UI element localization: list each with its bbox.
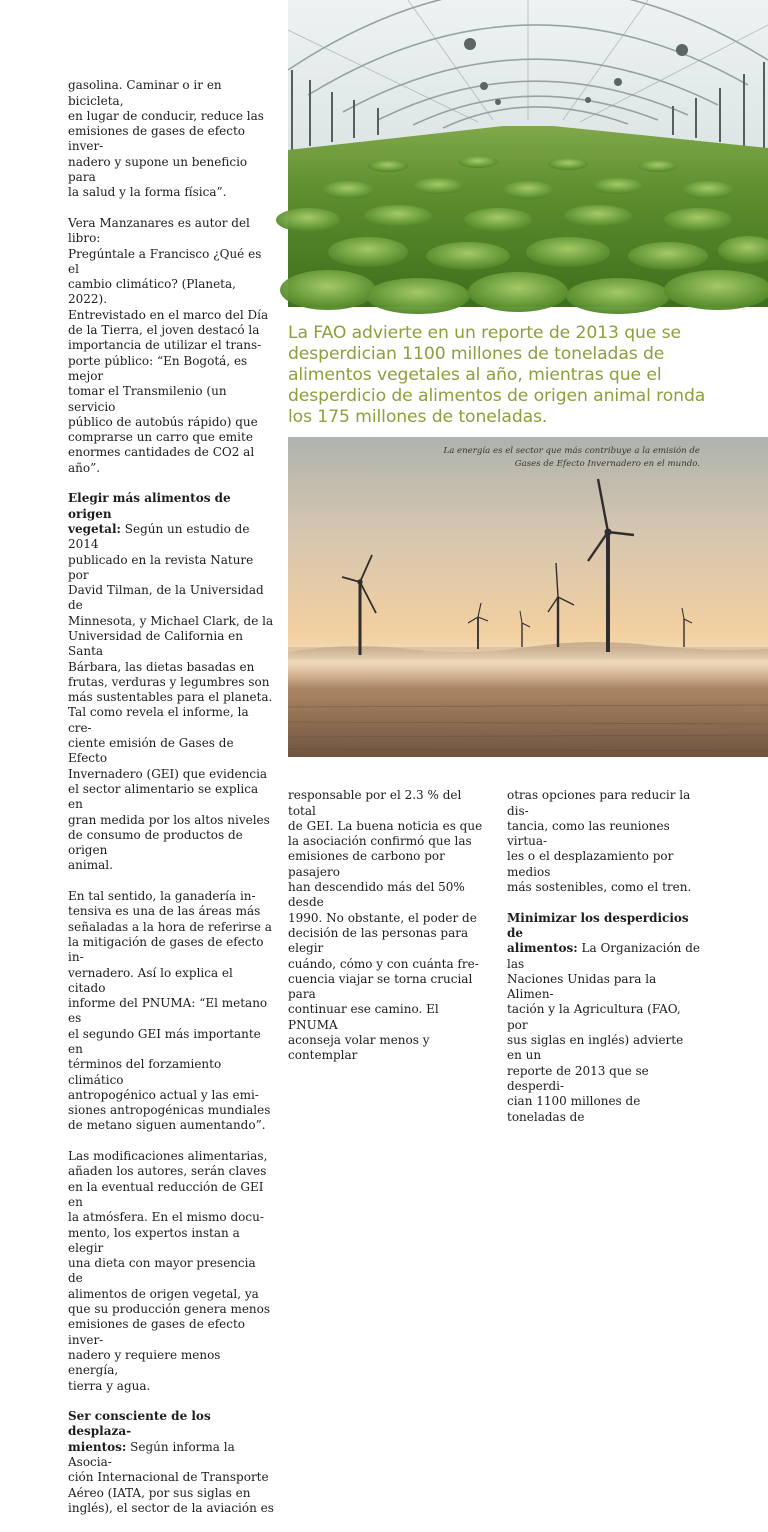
paragraph: En tal sentido, la ganadería in- tensiva es una de las áreas más señaladas a la hora de referirse a la mitigación de gases de efecto in- vernadero. Así lo explica el citado informe del PNUMA: “El metano es el segundo GEI más importante en términos del forzamiento climático antropogénico actual y las emi- siones antropogénicas mundiales de metano siguen aumentando”. <box>68 889 272 1133</box>
paragraph: responsable por el 2.3 % del total de GEI. La buena noticia es que la asociación confirmó que las emisiones de carbono por pasajero han descendido más del 50% desde 1990. No obstante, el poder de decisión de las personas para elegir cuándo, cómo y con cuánta fre- cuencia viajar se torna crucial para continuar ese camino. El PNUMA aconseja volar menos y contemplar <box>288 788 483 1063</box>
article-column-right <box>507 773 701 1124</box>
article-column-left <box>68 63 274 1515</box>
paragraph-body: Según informa la Asocia- ción Internacional de Transporte Aéreo (IATA, por sus siglas en inglés), el sector de la aviación es <box>68 1439 274 1515</box>
section-heading: Minimizar los desperdicios de alimentos: <box>507 910 689 956</box>
paragraph: Las modificaciones alimentarias, añaden los autores, serán claves en la eventual reducción de GEI en la atmósfera. En el mismo docu- mento, los expertos instan a elegir una dieta con mayor presencia de alimentos de origen vegetal, ya que su producción genera menos emisiones de gases de efecto inver- nadero y requiere menos energía, tierra y agua. <box>68 1149 271 1393</box>
paragraph: otras opciones para reducir la dis- tancia, como las reuniones virtua- les o el desplazamiento por medios más sostenibles, como el tren. <box>507 788 692 895</box>
photo-caption: La energía es el sector que más contribuye a la emisión de Gases de Efecto Invernadero en el mundo. <box>443 446 700 469</box>
paragraph: gasolina. Caminar o ir en bicicleta, en lugar de conducir, reduce las emisiones de gases de efecto inver- nadero y supone un beneficio para la salud y la forma física”. <box>68 78 264 200</box>
paragraph-body: Según un estudio de 2014 publicado en la revista Nature por David Tilman, de la Universidad de Minnesota, y Michael Clark, de la Universidad de California en Santa Bárbara, las dietas basadas en frutas, verduras y legumbres son más sustentables para el planeta. Tal como revela el informe, la cre- ciente emisión de Gases de Efecto Invernadero (GEI) que evidencia el sector alimentario se explica en gran medida por los altos niveles de consumo de productos de origen animal. <box>68 521 274 873</box>
paragraph <box>68 1409 274 1516</box>
paragraph: Vera Manzanares es autor del libro: Pregúntale a Francisco ¿Qué es el cambio climático? (Planeta, 2022). Entrevistado en el marco del Día de la Tierra, el joven destacó la importancia de utilizar el trans- porte público: “En Bogotá, es mejor tomar el Transmilenio (un servicio público de autobús rápido) que comprarse un carro que emite enormes cantidades de CO2 al año”. <box>68 215 269 475</box>
section-heading: Elegir más alimentos de origen vegetal: <box>68 491 231 536</box>
wind-farm-photo <box>288 437 768 757</box>
paragraph <box>68 491 274 873</box>
paragraph-body: La Organización de las Naciones Unidas para la Alimen- tación y la Agricultura (FAO, por sus siglas en inglés) advierte en un reporte de 2013 que se desperdi- cian 1100 millones de toneladas de <box>507 941 701 1124</box>
greenhouse-photo <box>288 0 768 307</box>
pull-quote: La FAO advierte en un reporte de 2013 que se desperdician 1100 millones de toneladas de alimentos vegetales al año, mientras que el desperdicio de alimentos de origen animal ronda los 175 millones de toneladas. <box>288 323 706 427</box>
paragraph <box>507 911 701 1125</box>
article-column-middle <box>288 773 486 1063</box>
section-heading: Ser consciente de los desplaza- mientos: <box>68 1409 211 1454</box>
